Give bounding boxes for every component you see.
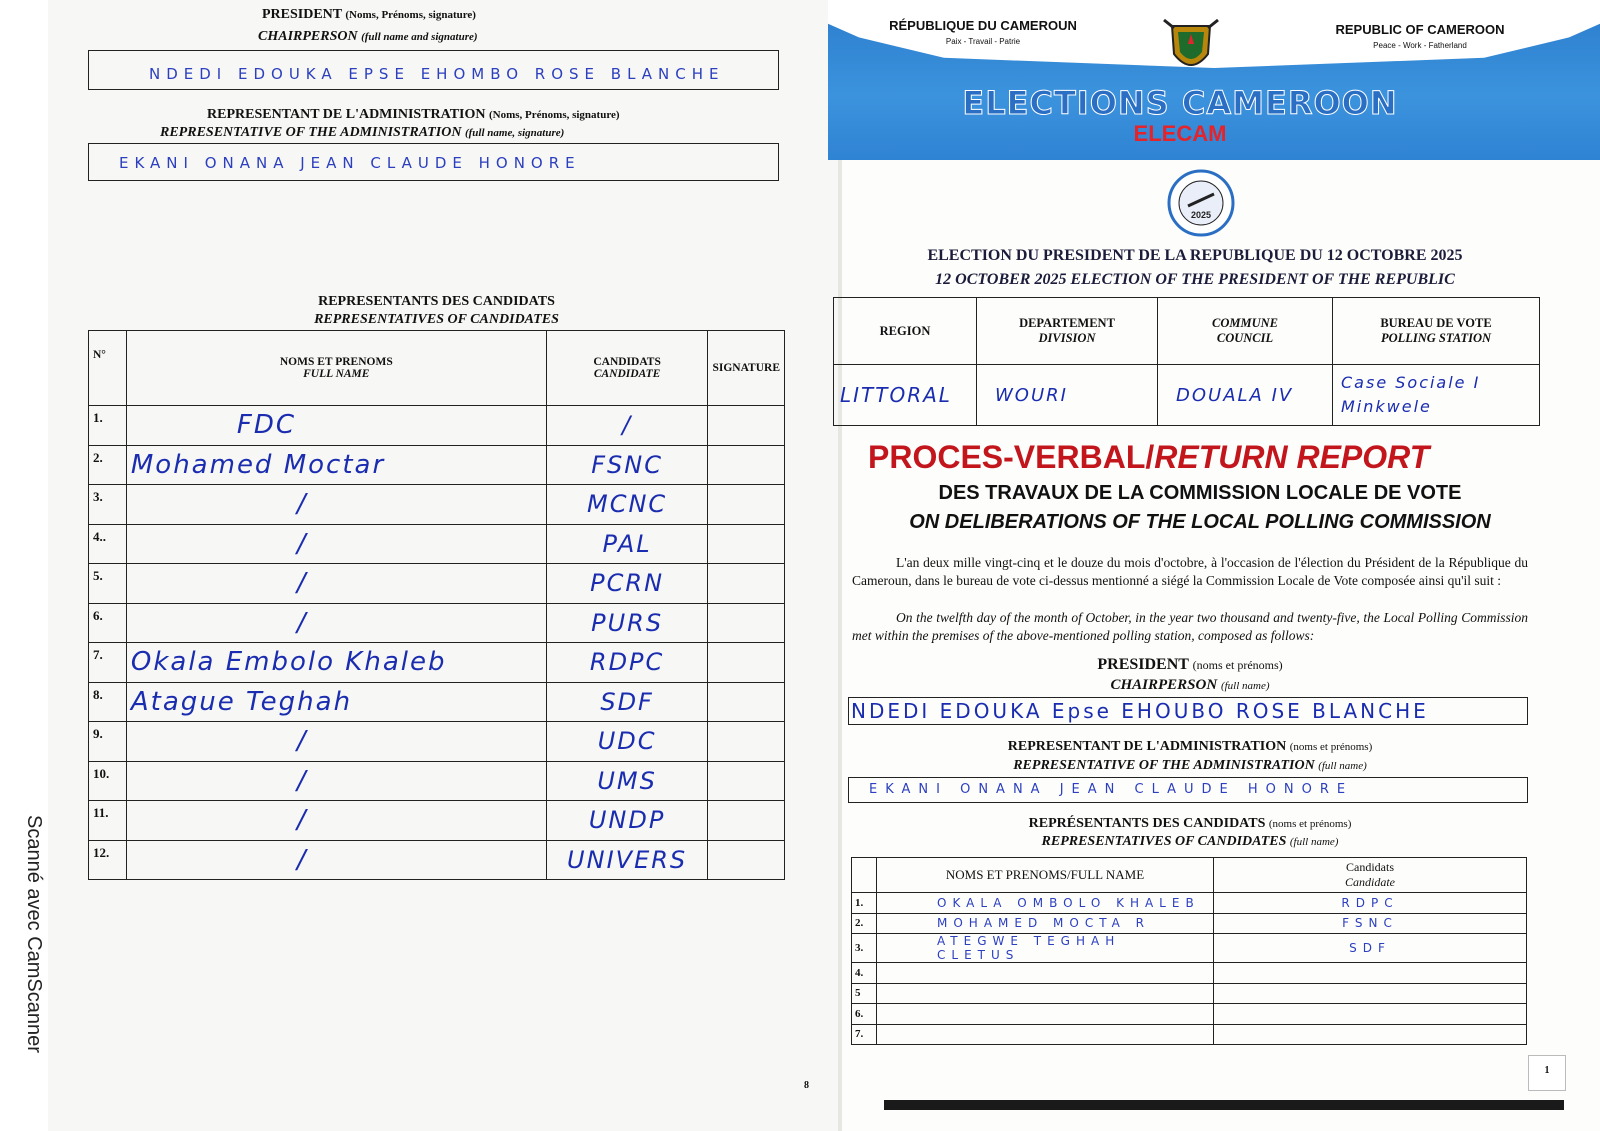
seal-year: 2025 (1190, 210, 1212, 220)
left-admin-value: EKANI ONANA JEAN CLAUDE HONORE (119, 154, 581, 172)
coat-of-arms-icon (1160, 14, 1222, 78)
row-num: 5 (852, 983, 877, 1004)
table-row (852, 934, 1527, 963)
right-candidates-title-en: REPRESENTATIVES OF CANDIDATES (full name) (1041, 834, 1339, 849)
elecam-seal-icon (1166, 168, 1236, 238)
location-header-row (834, 298, 1540, 365)
right-president-field (848, 697, 1528, 725)
table-row (89, 485, 785, 525)
report-subtitle-fr: DES TRAVAUX DE LA COMMISSION LOCALE DE VOTE (938, 482, 1462, 504)
row-full-name: OKALA OMBOLO KHALEB (877, 893, 1214, 914)
row-full-name (877, 983, 1214, 1004)
row-full-name: / (126, 761, 546, 801)
row-full-name: / (126, 722, 546, 762)
motto-en: Peace - Work - Fatherland (1373, 41, 1467, 50)
right-candidates-title: REPRÉSENTANTS DES CANDIDATS (noms et prénoms) (1028, 816, 1352, 831)
right-admin-field (848, 777, 1528, 803)
right-chairperson-label: CHAIRPERSON (full name) (1110, 677, 1270, 693)
row-full-name: / (126, 603, 546, 643)
header-division: DEPARTEMENT DIVISION (977, 298, 1158, 365)
row-full-name: FDC (126, 406, 546, 446)
row-signature (708, 485, 785, 525)
row-candidate: PCRN (546, 564, 708, 604)
council-value: DOUALA IV (1158, 365, 1333, 426)
right-president-label: PRESIDENT (noms et prénoms) (1097, 656, 1283, 673)
left-candidates-table (88, 330, 785, 880)
row-candidate (1214, 963, 1527, 984)
left-admin-label-en: REPRESENTATIVE OF THE ADMINISTRATION (full name, signature) (160, 125, 565, 140)
table-row (852, 983, 1527, 1004)
table-row (89, 682, 785, 722)
row-signature (708, 801, 785, 841)
header-candidate: CANDIDATS CANDIDATE (546, 331, 708, 406)
table-row (89, 406, 785, 446)
row-num: 11. (89, 801, 127, 841)
row-full-name: / (126, 801, 546, 841)
left-president-field (88, 50, 779, 90)
row-num: 7. (89, 643, 127, 683)
table-row (89, 445, 785, 485)
row-signature (708, 643, 785, 683)
location-table (833, 297, 1540, 426)
row-num: 2. (89, 445, 127, 485)
row-candidate: RDPC (1214, 893, 1527, 914)
country-en: REPUBLIC OF CAMEROON (1335, 22, 1505, 37)
row-candidate: MCNC (546, 485, 708, 525)
table-row (89, 643, 785, 683)
right-header-name: NOMS ET PRENOMS/FULL NAME (877, 858, 1214, 893)
row-signature (708, 603, 785, 643)
left-page-number: 8 (804, 1080, 809, 1091)
row-full-name: Atague Teghah (126, 682, 546, 722)
left-candidates-title: REPRESENTANTS DES CANDIDATS (318, 294, 555, 309)
right-table-header-row (852, 858, 1527, 893)
row-signature (708, 445, 785, 485)
table-row (89, 761, 785, 801)
row-full-name (877, 963, 1214, 984)
header-polling-station: BUREAU DE VOTE POLLING STATION (1333, 298, 1540, 365)
row-num: 9. (89, 722, 127, 762)
region-value: LITTORAL (834, 365, 977, 426)
header-region: REGION (834, 298, 977, 365)
table-row (89, 524, 785, 564)
row-full-name: / (126, 524, 546, 564)
report-subtitle-en: ON DELIBERATIONS OF THE LOCAL POLLING COMMISSION (909, 511, 1491, 533)
table-header-row (89, 331, 785, 406)
right-header-num (852, 858, 877, 893)
row-signature (708, 682, 785, 722)
right-header-candidate: Candidats Candidate (1214, 858, 1527, 893)
election-title-en: 12 OCTOBER 2025 ELECTION OF THE PRESIDENT OF THE REPUBLIC (935, 271, 1455, 288)
row-candidate: / (546, 406, 708, 446)
location-values-row (834, 365, 1540, 426)
row-candidate: SDF (546, 682, 708, 722)
row-full-name (877, 1024, 1214, 1045)
table-row (852, 963, 1527, 984)
row-num: 3. (89, 485, 127, 525)
row-signature (708, 840, 785, 880)
row-signature (708, 722, 785, 762)
org-name: ELECTIONS CAMEROON (962, 84, 1398, 122)
row-full-name: Mohamed Moctar (126, 445, 546, 485)
table-row (89, 564, 785, 604)
right-admin-label: REPRESENTANT DE L'ADMINISTRATION (noms et prénoms) (1007, 739, 1373, 754)
row-signature (708, 524, 785, 564)
motto-fr: Paix - Travail - Patrie (945, 37, 1021, 46)
row-num: 5. (89, 564, 127, 604)
table-row (89, 722, 785, 762)
left-admin-label: REPRESENTANT DE L'ADMINISTRATION (Noms, Prénoms, signature) (207, 107, 620, 122)
right-admin-value: EKANI ONANA JEAN CLAUDE HONORE (869, 782, 1354, 797)
row-candidate: PAL (546, 524, 708, 564)
scanner-watermark: Scanné avec CamScanner (23, 815, 45, 1053)
left-chairperson-label: CHAIRPERSON (full name and signature) (258, 29, 478, 44)
row-candidate: FSNC (1214, 913, 1527, 934)
row-candidate: PURS (546, 603, 708, 643)
table-row (852, 1004, 1527, 1025)
row-num: 4.. (89, 524, 127, 564)
row-num: 2. (852, 913, 877, 934)
row-num: 7. (852, 1024, 877, 1045)
report-title: PROCES-VERBAL/RETURN REPORT (868, 439, 1430, 475)
country-fr: RÉPUBLIQUE DU CAMEROUN (889, 18, 1077, 33)
header-council: COMMUNE COUNCIL (1158, 298, 1333, 365)
org-acronym: ELECAM (1133, 121, 1227, 146)
table-row (89, 603, 785, 643)
row-num: 4. (852, 963, 877, 984)
row-num: 8. (89, 682, 127, 722)
row-full-name: Okala Embolo Khaleb (126, 643, 546, 683)
row-full-name: MOHAMED MOCTA R (877, 913, 1214, 934)
header-signature: SIGNATURE (708, 331, 785, 406)
paragraph-en: On the twelfth day of the month of October, in the year two thousand and twenty-five, the Local Polling Commission met within the premises of the above-mentioned polling station, composed as follows: (852, 610, 1528, 643)
row-candidate (1214, 983, 1527, 1004)
header-full-name: NOMS ET PRENOMS FULL NAME (126, 331, 546, 406)
row-candidate: FSNC (546, 445, 708, 485)
row-num: 3. (852, 934, 877, 963)
right-admin-label-en: REPRESENTATIVE OF THE ADMINISTRATION (full name) (1013, 758, 1367, 773)
left-president-label: PRESIDENT (Noms, Prénoms, signature) (262, 7, 476, 22)
row-candidate (1214, 1004, 1527, 1025)
row-num: 6. (852, 1004, 877, 1025)
election-title-fr: ELECTION DU PRESIDENT DE LA REPUBLIQUE DU 12 OCTOBRE 2025 (927, 247, 1463, 264)
table-row (89, 840, 785, 880)
row-candidate: UNIVERS (546, 840, 708, 880)
right-page-number: 1 (1528, 1055, 1566, 1091)
right-candidates-table (851, 857, 1527, 1045)
left-admin-field (88, 143, 779, 181)
left-candidates-title-en: REPRESENTATIVES OF CANDIDATES (314, 312, 559, 327)
row-candidate: UNDP (546, 801, 708, 841)
left-president-value: NDEDI EDOUKA EPSE EHOMBO ROSE BLANCHE (149, 65, 725, 83)
table-row (852, 1024, 1527, 1045)
row-candidate: UDC (546, 722, 708, 762)
row-full-name: / (126, 840, 546, 880)
row-full-name: ATEGWE TEGHAH CLETUS (877, 934, 1214, 963)
table-row (852, 893, 1527, 914)
row-full-name (877, 1004, 1214, 1025)
row-candidate: UMS (546, 761, 708, 801)
paragraph-fr: L'an deux mille vingt-cinq et le douze du mois d'octobre, à l'occasion de l'élection du Président de la République du Cameroun, dans le bureau de vote ci-dessus mentionné a siégé la Commission Locale de Vote composée ainsi qu'il suit : (852, 555, 1528, 588)
row-candidate: RDPC (546, 643, 708, 683)
bottom-edge-strip (884, 1100, 1564, 1110)
table-row (89, 801, 785, 841)
row-num: 6. (89, 603, 127, 643)
row-signature (708, 564, 785, 604)
header-num: N° (89, 331, 127, 406)
row-signature (708, 761, 785, 801)
row-candidate: SDF (1214, 934, 1527, 963)
row-full-name: / (126, 485, 546, 525)
row-full-name: / (126, 564, 546, 604)
row-num: 10. (89, 761, 127, 801)
row-signature (708, 406, 785, 446)
row-num: 12. (89, 840, 127, 880)
row-num: 1. (89, 406, 127, 446)
division-value: WOURI (977, 365, 1158, 426)
row-candidate (1214, 1024, 1527, 1045)
right-president-value: NDEDI EDOUKA Epse EHOUBO ROSE BLANCHE (851, 699, 1429, 723)
table-row (852, 913, 1527, 934)
polling-station-value: Case Sociale I Minkwele (1333, 365, 1540, 426)
row-num: 1. (852, 893, 877, 914)
